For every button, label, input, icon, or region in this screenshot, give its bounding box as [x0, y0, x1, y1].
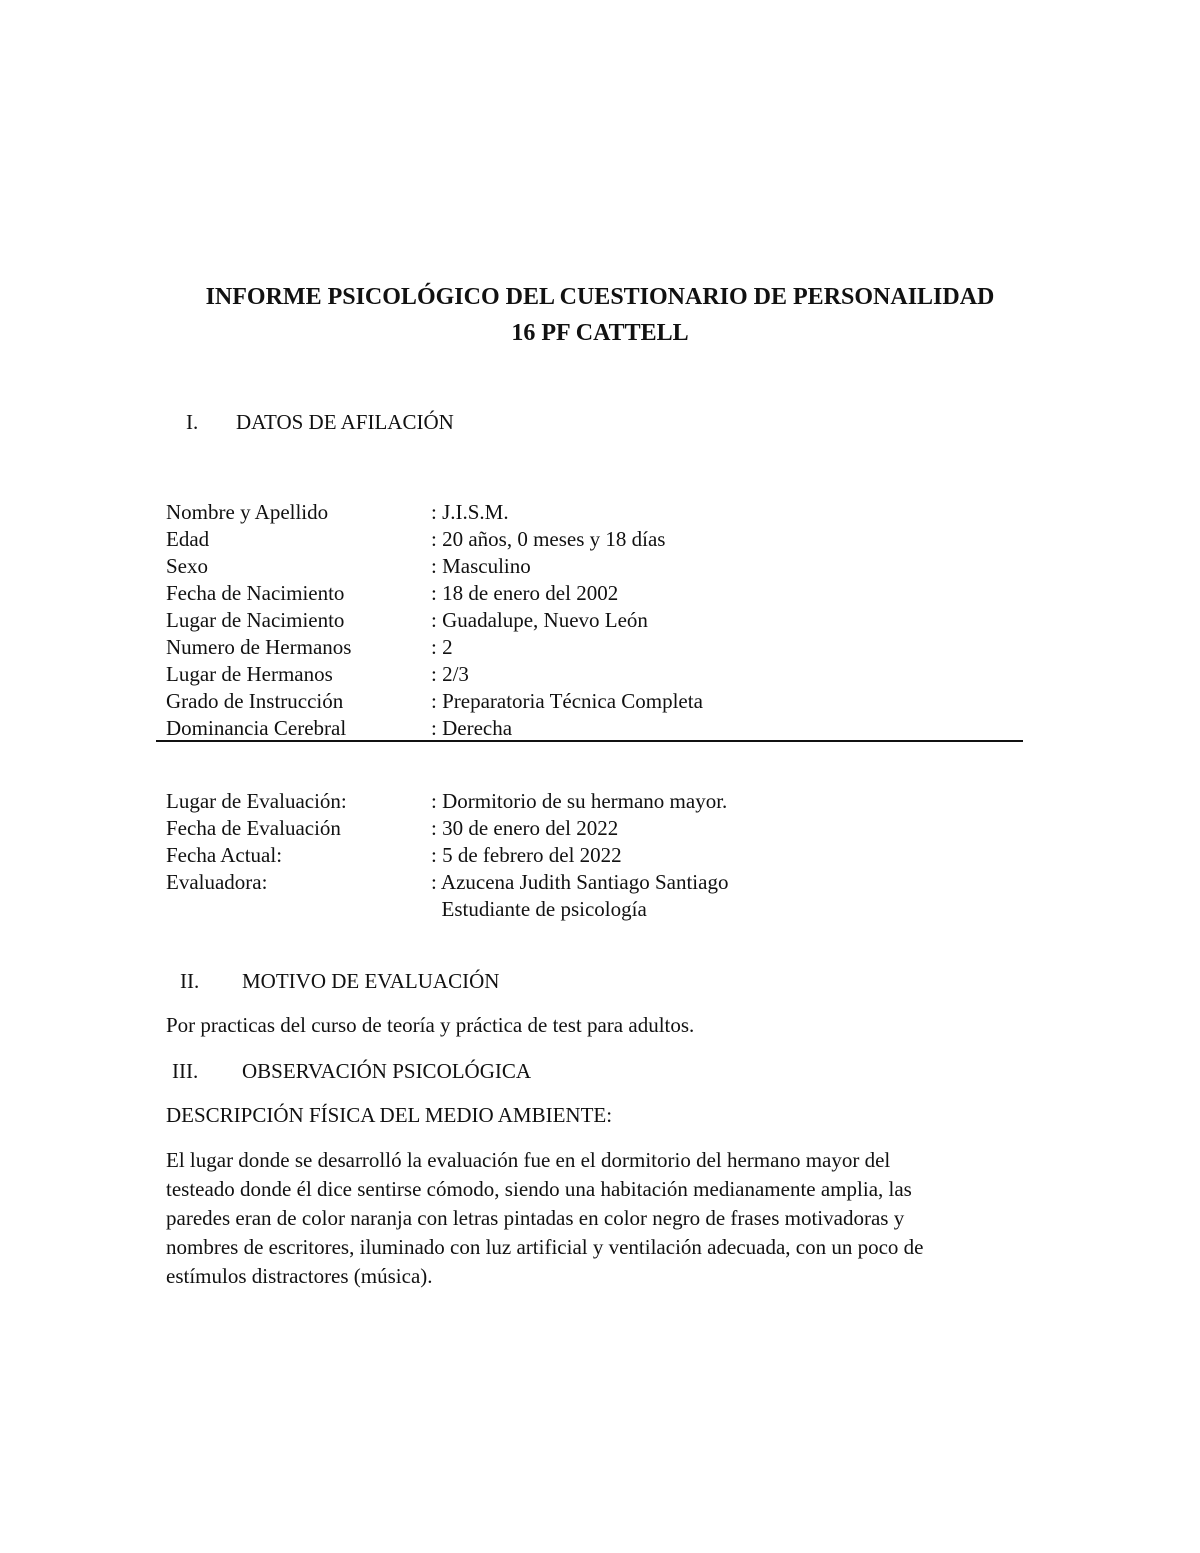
- field-row-eval-date: [166, 815, 1026, 842]
- field-row-birth-place: [166, 607, 1026, 634]
- section-title: OBSERVACIÓN PSICOLÓGICA: [242, 1059, 532, 1083]
- environment-line: paredes eran de color naranja con letras pintadas en color negro de frases motivadoras y: [166, 1206, 905, 1230]
- field-value: : 5 de febrero del 2022: [431, 843, 622, 867]
- section-number: I.: [186, 410, 199, 434]
- field-label: Fecha de Evaluación: [166, 816, 341, 840]
- report-title: INFORME PSICOLÓGICO DEL CUESTIONARIO DE PERSONAILIDAD: [205, 284, 995, 310]
- field-row-current-date: [166, 842, 1026, 869]
- section-heading-observation: [172, 1057, 672, 1085]
- reason-paragraph: Por practicas del curso de teoría y práctica de test para adultos.: [166, 1013, 695, 1037]
- field-row-age: [166, 526, 1026, 553]
- report-subtitle: 16 PF CATTELL: [511, 320, 689, 346]
- section-title: MOTIVO DE EVALUACIÓN: [242, 969, 500, 993]
- section-heading-affiliation: [186, 408, 686, 436]
- field-row-eval-place: [166, 788, 1026, 815]
- field-label: Lugar de Evaluación:: [166, 789, 347, 813]
- field-label: Sexo: [166, 554, 208, 578]
- field-label: Evaluadora:: [166, 870, 268, 894]
- environment-line: estímulos distractores (música).: [166, 1264, 433, 1288]
- field-value: : J.I.S.M.: [431, 500, 509, 524]
- field-value: : Azucena Judith Santiago Santiago: [431, 870, 729, 894]
- field-row-evaluator-role: [166, 896, 1026, 923]
- environment-line: testeado donde él dice sentirse cómodo, siendo una habitación medianamente amplia, las: [166, 1177, 912, 1201]
- field-value: : Preparatoria Técnica Completa: [431, 689, 703, 713]
- horizontal-rule: [156, 740, 1023, 742]
- field-label: Fecha de Nacimiento: [166, 581, 345, 605]
- field-label: Fecha Actual:: [166, 843, 283, 867]
- field-value: : Dormitorio de su hermano mayor.: [431, 789, 728, 813]
- field-value: : Masculino: [431, 554, 531, 578]
- environment-subheading: DESCRIPCIÓN FÍSICA DEL MEDIO AMBIENTE:: [166, 1103, 613, 1127]
- field-label: Edad: [166, 527, 210, 551]
- field-value: : 2/3: [431, 662, 469, 686]
- field-row-siblings-count: [166, 634, 1026, 661]
- field-value: : 18 de enero del 2002: [431, 581, 619, 605]
- field-value: Estudiante de psicología: [431, 897, 647, 921]
- field-row-dominance: [166, 715, 1026, 742]
- section-title: DATOS DE AFILACIÓN: [236, 410, 454, 434]
- field-label: Nombre y Apellido: [166, 500, 329, 524]
- field-label: Grado de Instrucción: [166, 689, 344, 713]
- field-label: Lugar de Nacimiento: [166, 608, 345, 632]
- field-row-birth-date: [166, 580, 1026, 607]
- field-label: Numero de Hermanos: [166, 635, 352, 659]
- field-row-name: [166, 499, 1026, 526]
- field-row-evaluator: [166, 869, 1026, 896]
- field-value: : 20 años, 0 meses y 18 días: [431, 527, 666, 551]
- environment-line: El lugar donde se desarrolló la evaluación fue en el dormitorio del hermano mayor del: [166, 1148, 891, 1172]
- section-heading-reason: [180, 967, 680, 995]
- field-label: Dominancia Cerebral: [166, 716, 347, 740]
- field-value: : 2: [431, 635, 453, 659]
- field-value: : Guadalupe, Nuevo León: [431, 608, 648, 632]
- field-row-sex: [166, 553, 1026, 580]
- field-value: : Derecha: [431, 716, 513, 740]
- field-row-education: [166, 688, 1026, 715]
- environment-line: nombres de escritores, iluminado con luz artificial y ventilación adecuada, con un poco de: [166, 1235, 924, 1259]
- section-number: II.: [180, 969, 200, 993]
- section-number: III.: [172, 1059, 199, 1083]
- field-label: Lugar de Hermanos: [166, 662, 333, 686]
- field-value: : 30 de enero del 2022: [431, 816, 619, 840]
- field-row-sibling-position: [166, 661, 1026, 688]
